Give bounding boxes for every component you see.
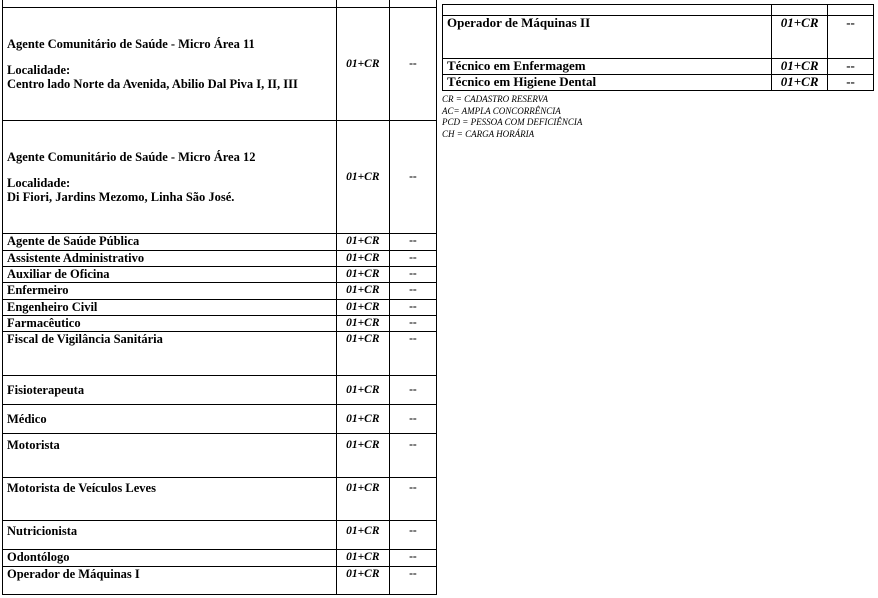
position-title: Nutricionista [3, 521, 337, 550]
table-row [3, 234, 437, 251]
pcd-cell: -- [389, 283, 436, 300]
position-title: Enfermeiro [3, 283, 337, 300]
position-title: Odontólogo [3, 550, 337, 567]
legend-line: PCD = PESSOA COM DEFICIÊNCIA [442, 117, 583, 127]
vacancies-cell: 01+CR [336, 283, 389, 300]
position-title: Farmacêutico [3, 316, 337, 332]
position-cell [3, 121, 337, 234]
pcd-cell: -- [389, 478, 436, 521]
vacancies-cell: 01+CR [336, 316, 389, 332]
vacancies-cell: 01+CR [336, 332, 389, 376]
legend-line: CH = CARGA HORÁRIA [442, 128, 535, 139]
position-title: Agente Comunitário de Saúde - Micro Área 12 [7, 150, 256, 164]
table-row [3, 434, 437, 478]
pcd-cell: -- [389, 434, 436, 478]
position-title: Fisioterapeuta [3, 376, 337, 405]
table-row [3, 8, 437, 121]
vacancies-cell: 01+CR [336, 550, 389, 567]
table-row [443, 5, 874, 16]
pcd-cell: -- [389, 521, 436, 550]
pcd-cell: -- [389, 405, 436, 434]
position-title: Motorista de Veículos Leves [3, 478, 337, 521]
position-title: Agente Comunitário de Saúde - Micro Área 11 [7, 37, 255, 51]
locality-label: Localidade: [7, 176, 71, 190]
pcd-cell: -- [389, 267, 436, 283]
locality-text: Di Fiori, Jardins Mezomo, Linha São José. [7, 190, 235, 204]
vacancies-cell: 01+CR [336, 521, 389, 550]
position-title: Fiscal de Vigilância Sanitária [3, 332, 337, 376]
table-row [3, 283, 437, 300]
pcd-cell: -- [389, 251, 436, 267]
vacancies-cell: 01+CR [772, 16, 828, 59]
table-row [3, 521, 437, 550]
position-title: Agente de Saúde Pública [3, 234, 337, 251]
position-title: Médico [3, 405, 337, 434]
position-title: Técnico em Enfermagem [443, 59, 772, 75]
position-title: Operador de Máquinas I [3, 567, 337, 595]
pcd-cell: -- [389, 121, 436, 234]
table-row [3, 300, 437, 316]
table-row [3, 332, 437, 376]
table-row [3, 478, 437, 521]
pcd-cell: -- [828, 59, 874, 75]
vacancies-cell: 01+CR [336, 405, 389, 434]
table-row [3, 376, 437, 405]
pcd-cell: -- [389, 316, 436, 332]
pcd-cell: -- [389, 8, 436, 121]
position-cell [3, 8, 337, 121]
vacancies-cell: 01+CR [772, 59, 828, 75]
position-title: Motorista [3, 434, 337, 478]
pcd-cell: -- [828, 16, 874, 59]
position-title: Técnico em Higiene Dental [443, 75, 772, 91]
table-row [3, 567, 437, 595]
pcd-cell: -- [389, 300, 436, 316]
legend-line: AC= AMPLA CONCORRÊNCIA [442, 105, 561, 116]
pcd-cell: -- [389, 332, 436, 376]
position-title: Operador de Máquinas II [443, 16, 772, 59]
pcd-cell: -- [389, 234, 436, 251]
table-row [3, 405, 437, 434]
legend-line: CR = CADASTRO RESERVA [442, 94, 548, 104]
table-row [3, 550, 437, 567]
vacancies-cell: 01+CR [336, 267, 389, 283]
table-row [443, 75, 874, 91]
pcd-cell: -- [389, 376, 436, 405]
vacancies-cell: 01+CR [336, 567, 389, 595]
table-row [3, 316, 437, 332]
legend [442, 94, 582, 140]
table-row [443, 59, 874, 75]
locality-label: Localidade: [7, 63, 71, 77]
vacancies-cell: 01+CR [336, 234, 389, 251]
table-row [3, 267, 437, 283]
position-title: Auxiliar de Oficina [3, 267, 337, 283]
vacancies-cell: 01+CR [336, 376, 389, 405]
position-title: Engenheiro Civil [3, 300, 337, 316]
position-title: Assistente Administrativo [3, 251, 337, 267]
table-row [3, 0, 437, 8]
pcd-cell: -- [389, 567, 436, 595]
vacancies-cell: 01+CR [336, 434, 389, 478]
vacancies-cell: 01+CR [336, 300, 389, 316]
vacancy-table-right [442, 4, 874, 91]
table-row [3, 251, 437, 267]
vacancy-table-left [2, 0, 437, 595]
pcd-cell: -- [389, 550, 436, 567]
table-row [3, 121, 437, 234]
vacancies-cell: 01+CR [336, 8, 389, 121]
vacancies-cell: 01+CR [336, 121, 389, 234]
table-row [443, 16, 874, 59]
vacancies-cell: 01+CR [336, 478, 389, 521]
pcd-cell: -- [828, 75, 874, 91]
vacancies-cell: 01+CR [772, 75, 828, 91]
vacancies-cell: 01+CR [336, 251, 389, 267]
locality-text: Centro lado Norte da Avenida, Abilio Dal Piva I, II, III [7, 77, 298, 91]
